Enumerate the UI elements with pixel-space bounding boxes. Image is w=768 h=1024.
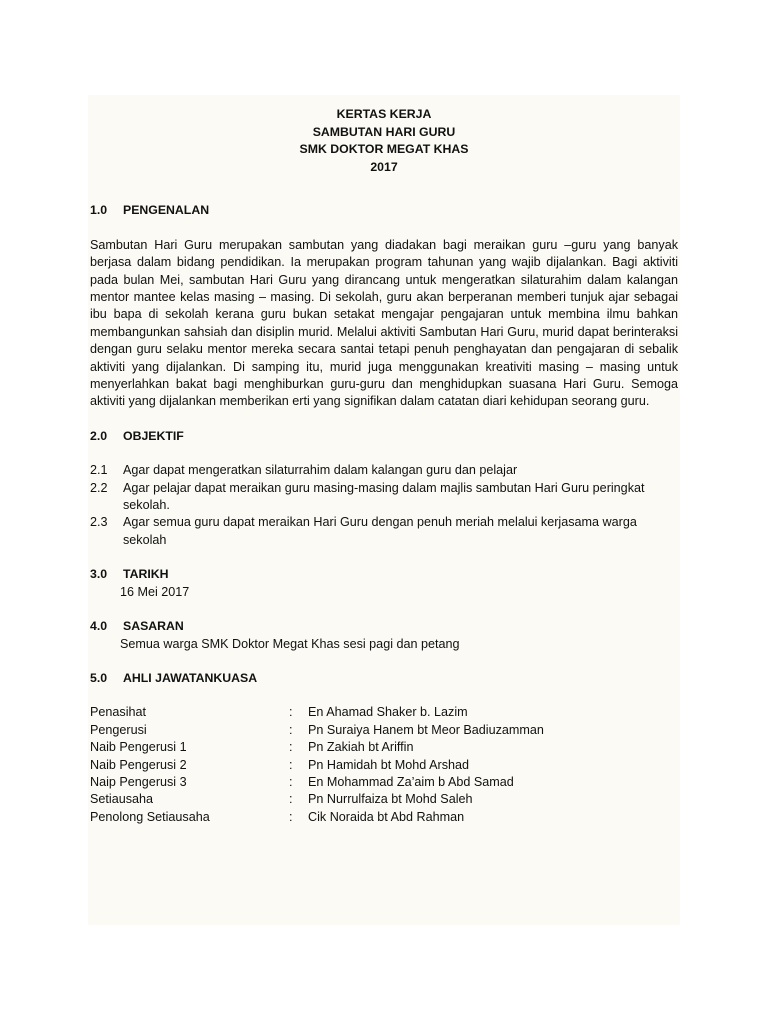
table-row [90, 809, 678, 826]
table-row [90, 704, 678, 721]
list-item [90, 480, 678, 515]
item-number: 2.3 [90, 515, 108, 530]
colon-separator: : [289, 705, 293, 720]
table-row [90, 774, 678, 791]
document-title [90, 106, 678, 176]
section-number: 5.0 [90, 670, 108, 685]
committee-name: Pn Nurrulfaiza bt Mohd Saleh [308, 792, 473, 807]
committee-name: Cik Noraida bt Abd Rahman [308, 809, 465, 824]
section-heading-sasaran [90, 618, 678, 635]
list-item [90, 462, 678, 479]
section-heading-jawatankuasa [90, 670, 678, 687]
committee-role: Pengerusi [90, 722, 147, 737]
title-line-4: 2017 [370, 159, 398, 174]
item-text: Agar pelajar dapat meraikan guru masing-masing dalam majlis sambutan Hari Guru peringkat sekolah. [123, 480, 645, 513]
committee-list [90, 704, 678, 826]
section-heading-objektif [90, 428, 678, 445]
committee-role: Naib Pengerusi 2 [90, 757, 187, 772]
objective-list [90, 462, 678, 549]
section-number: 4.0 [90, 619, 108, 634]
section-title: PENGENALAN [123, 203, 210, 218]
section-title: AHLI JAWATANKUASA [123, 670, 258, 685]
table-row [90, 757, 678, 774]
colon-separator: : [289, 792, 293, 807]
committee-role: Naib Pengerusi 1 [90, 740, 187, 755]
section-number: 2.0 [90, 428, 108, 443]
committee-name: Pn Zakiah bt Ariffin [308, 740, 414, 755]
item-number: 2.2 [90, 480, 108, 495]
colon-separator: : [289, 809, 293, 824]
colon-separator: : [289, 740, 293, 755]
committee-role: Naip Pengerusi 3 [90, 774, 187, 789]
committee-role: Penolong Setiausaha [90, 809, 210, 824]
section-number: 1.0 [90, 203, 108, 218]
committee-role: Penasihat [90, 705, 147, 720]
table-row [90, 722, 678, 739]
list-item [90, 514, 678, 549]
title-line-3: SMK DOKTOR MEGAT KHAS [299, 142, 469, 157]
table-row [90, 791, 678, 808]
item-number: 2.1 [90, 463, 108, 478]
item-text: Agar dapat mengeratkan silaturrahim dalam kalangan guru dan pelajar [123, 463, 518, 478]
colon-separator: : [289, 722, 293, 737]
item-text: Agar semua guru dapat meraikan Hari Guru dengan penuh meriah melalui kerjasama warga sekolah [123, 515, 637, 547]
title-line-1: KERTAS KERJA [336, 107, 432, 121]
committee-name: Pn Hamidah bt Mohd Arshad [308, 757, 470, 772]
section-title: OBJEKTIF [123, 428, 184, 443]
colon-separator: : [289, 774, 293, 789]
section-heading-tarikh [90, 566, 678, 583]
committee-name: En Ahamad Shaker b. Lazim [308, 705, 468, 720]
pengenalan-paragraph: Sambutan Hari Guru merupakan sambutan yang diadakan bagi meraikan guru –guru yang banyak berjasa dalam bidang pendidikan. Ia merupakan program tahunan yang wajib dijalankan. Bagi aktiviti pada bulan Mei, sambutan Hari Guru yang dirancang untuk mengeratkan silaturahim dalam kalangan mentor mantee kelas masing – masing. Di sekolah, guru akan berperanan memberi tunjuk ajar sebagai ibu bapa di sekolah kerana guru bukan setakat mengajar pengajaran untuk membina ilmu bahkan membangunkan sahsiah dan disiplin murid. Melalui aktiviti Sambutan Hari Guru, murid dapat berinteraksi dengan guru selaku mentor mereka secara santai tetapi penuh penghayatan dan pengajaran di sebalik aktiviti yang dijalankan. Di samping itu, murid juga menggunakan kreativiti masing – masing untuk menyerlahkan bakat bagi menghiburkan guru-guru dan menghidupkan suasana Hari Guru. Semoga aktiviti yang dijalankan memberikan erti yang signifikan dalam catatan diari kehidupan seorang guru. [90, 237, 678, 409]
section-title: SASARAN [123, 619, 184, 634]
tarikh-value: 16 Mei 2017 [120, 584, 190, 599]
committee-name: En Mohammad Za’aim b Abd Samad [308, 774, 514, 789]
document-content [90, 106, 678, 826]
committee-role: Setiausaha [90, 792, 154, 807]
section-title: TARIKH [123, 567, 169, 582]
table-row [90, 739, 678, 756]
colon-separator: : [289, 757, 293, 772]
section-heading-pengenalan [90, 202, 678, 219]
sasaran-value: Semua warga SMK Doktor Megat Khas sesi pagi dan petang [120, 636, 460, 651]
title-line-2: SAMBUTAN HARI GURU [312, 124, 456, 139]
section-number: 3.0 [90, 567, 108, 582]
committee-name: Pn Suraiya Hanem bt Meor Badiuzamman [308, 722, 544, 737]
